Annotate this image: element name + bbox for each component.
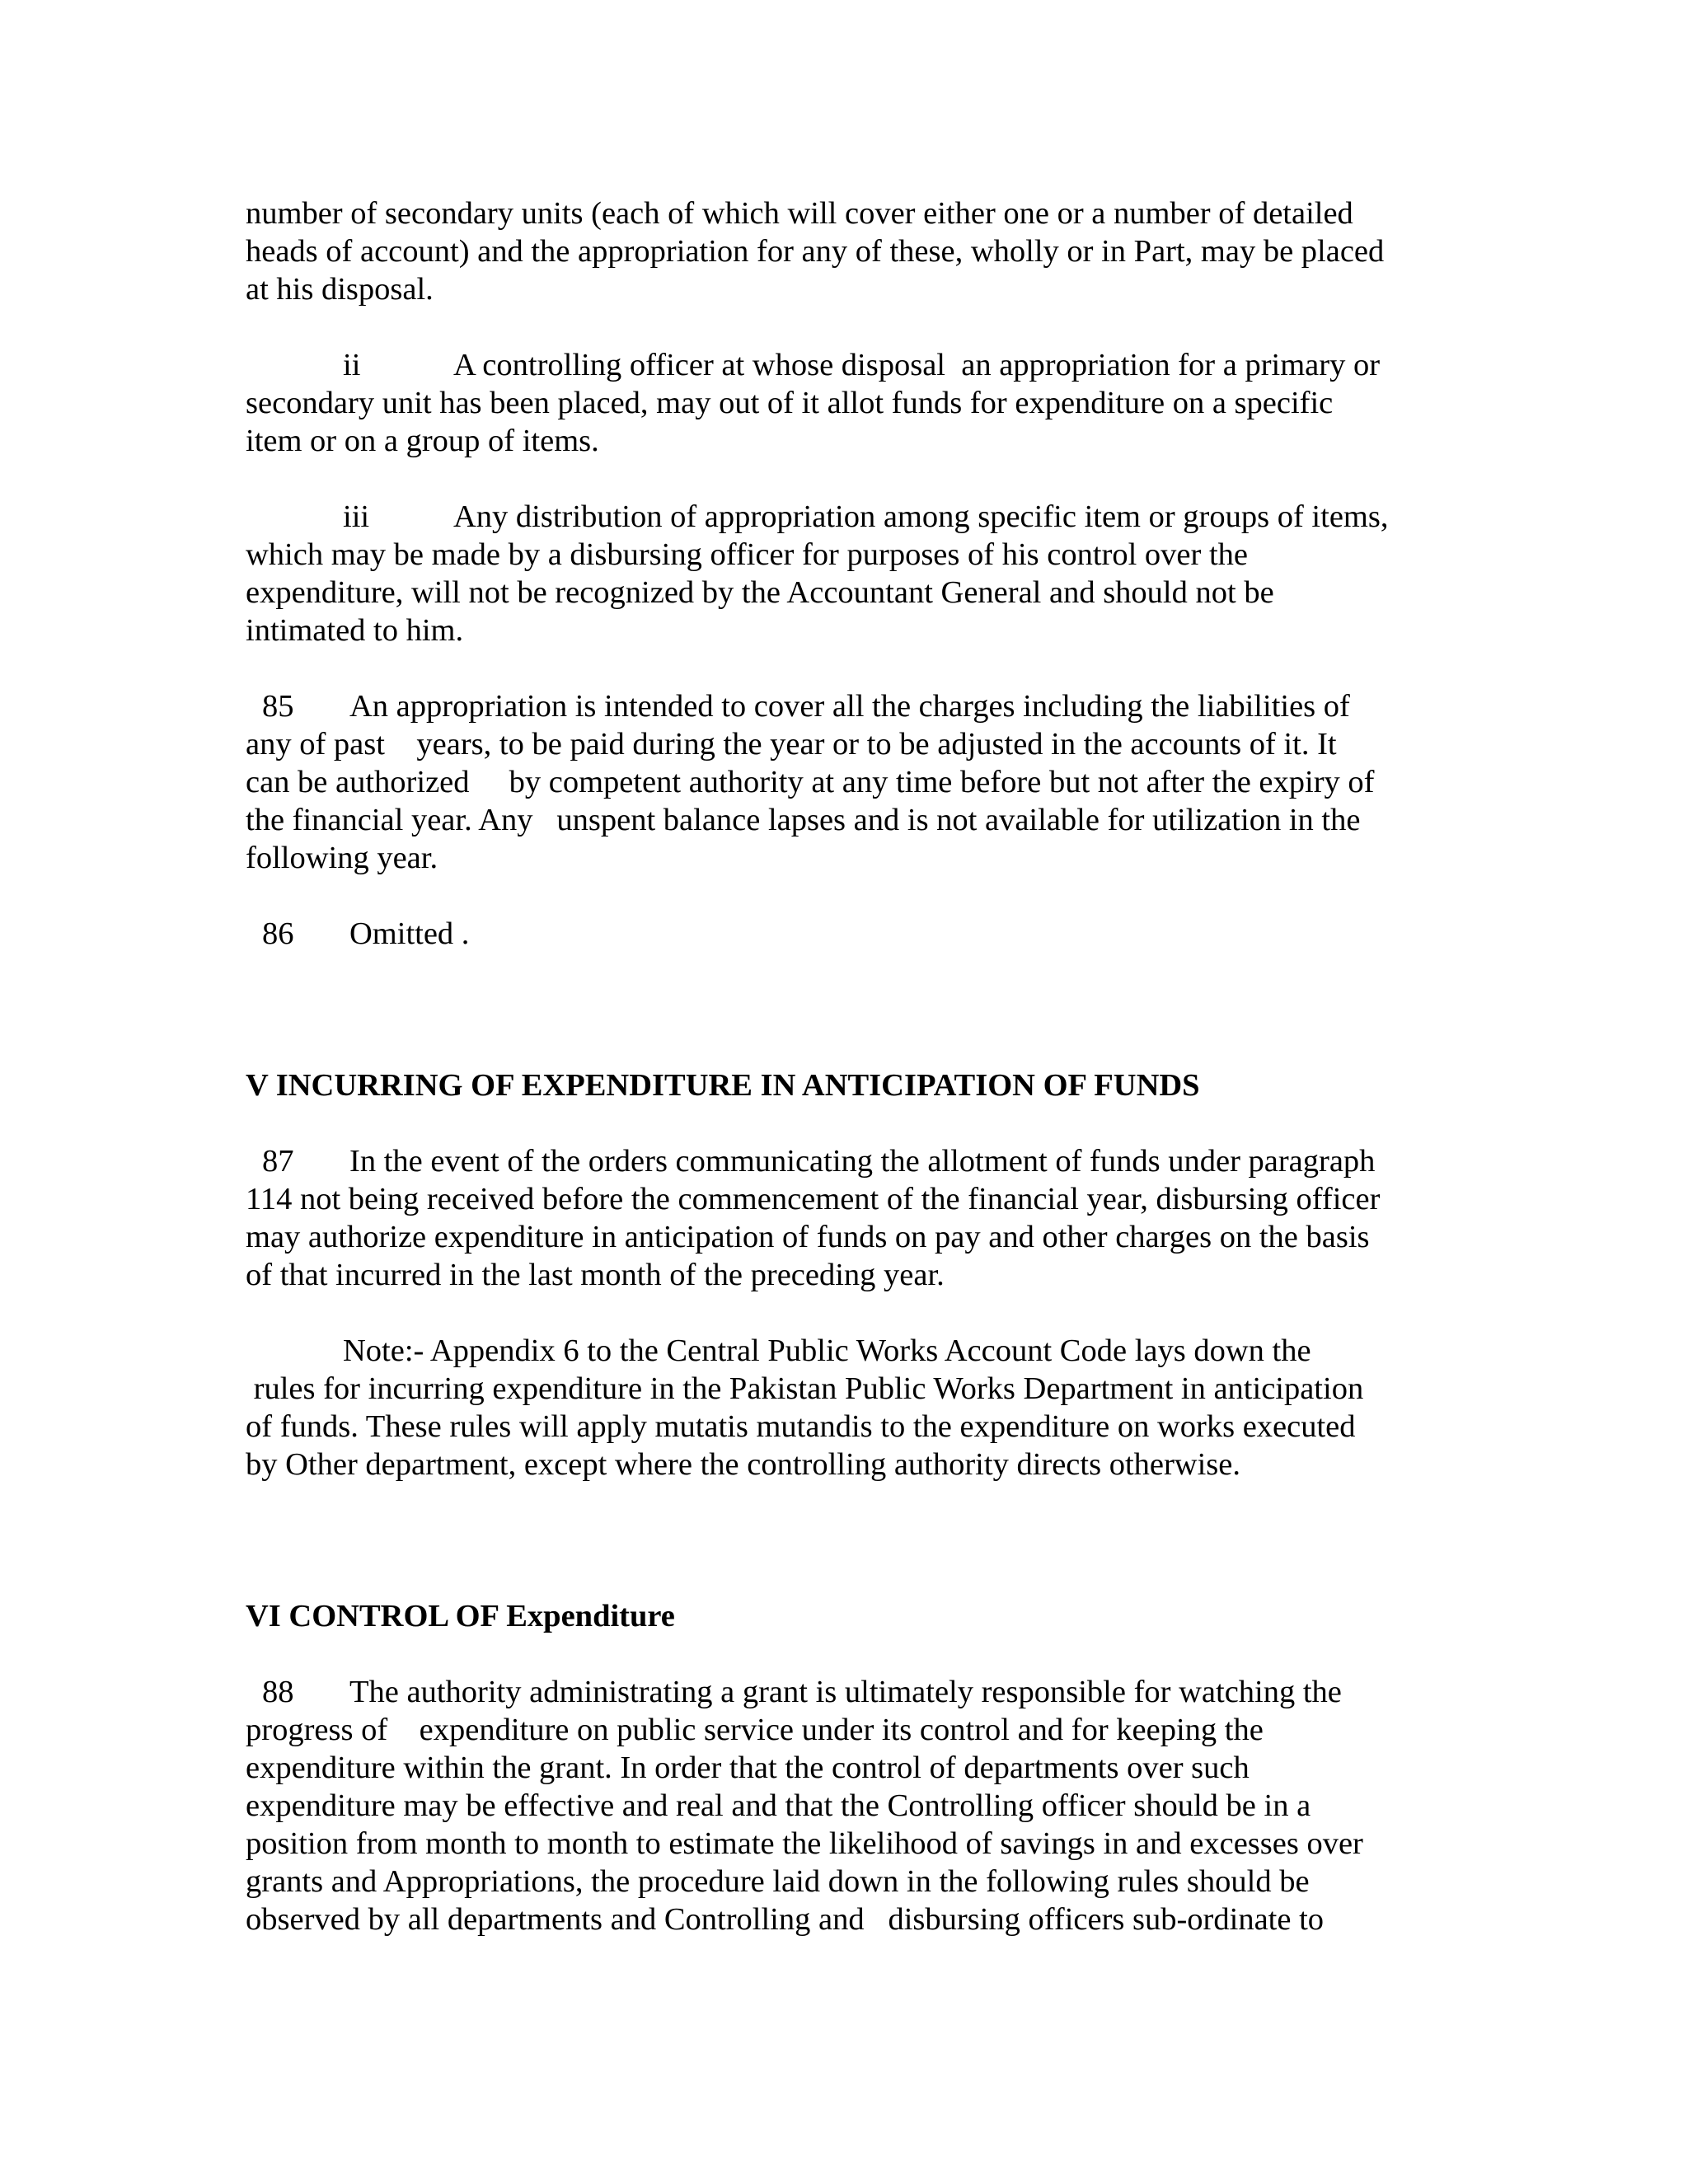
text-line: number of secondary units (each of which will cover either one or a number of detailed — [246, 196, 1353, 231]
paragraph-gap — [246, 1104, 1441, 1142]
section-heading-v: V INCURRING OF EXPENDITURE IN ANTICIPATION OF FUNDS — [246, 1068, 1200, 1103]
text-line: progress of expenditure on public service under its control and for keeping the — [246, 1713, 1264, 1747]
paragraph-87 — [246, 1142, 1441, 1294]
text-line: at his disposal. — [246, 272, 434, 307]
text-line: rules for incurring expenditure in the Pakistan Public Works Department in anticipation — [246, 1371, 1364, 1406]
paragraph-number: 86 — [262, 916, 294, 951]
text-line: the financial year. Any unspent balance lapses and is not available for utilization in the — [246, 803, 1361, 837]
paragraph-gap — [246, 460, 1441, 498]
text-line: of that incurred in the last month of the preceding year. — [246, 1258, 945, 1292]
text-line — [246, 1142, 1441, 1180]
paragraph-88 — [246, 1673, 1441, 1938]
continuation-paragraph — [246, 194, 1441, 308]
paragraph-gap — [246, 1635, 1441, 1673]
subparagraph-number: iii — [343, 499, 370, 534]
text-line: can be authorized by competent authority at any time before but not after the expiry of — [246, 765, 1375, 799]
text-line — [246, 1673, 1441, 1711]
section-heading-vi: VI CONTROL OF Expenditure — [246, 1599, 675, 1633]
paragraph-gap — [246, 308, 1441, 346]
text-line — [246, 498, 1441, 536]
text-line — [246, 915, 1441, 953]
paragraph-86 — [246, 915, 1441, 953]
text-line: expenditure, will not be recognized by the Accountant General and should not be — [246, 575, 1274, 610]
text-line: following year. — [246, 841, 438, 875]
text-line: secondary unit has been placed, may out of it allot funds for expenditure on a specific — [246, 386, 1334, 420]
subparagraph-iii — [246, 498, 1441, 649]
section-gap — [246, 953, 1441, 1066]
text-line: by Other department, except where the controlling authority directs otherwise. — [246, 1447, 1240, 1482]
text-segment: Any distribution of appropriation among specific item or groups of items, — [453, 499, 1389, 534]
text-line: of funds. These rules will apply mutatis mutandis to the expenditure on works executed — [246, 1409, 1356, 1444]
section-gap — [246, 1483, 1441, 1597]
text-line: heads of account) and the appropriation for any of these, wholly or in Part, may be placed — [246, 234, 1385, 269]
subparagraph-ii — [246, 346, 1441, 460]
text-segment: Omitted . — [349, 916, 470, 951]
paragraph-number: 87 — [262, 1144, 294, 1179]
subparagraph-number: ii — [343, 348, 361, 382]
text-segment: Note:- Appendix 6 to the Central Public Works Account Code lays down the — [343, 1333, 1311, 1368]
text-line: expenditure within the grant. In order that the control of departments over such — [246, 1750, 1250, 1785]
text-line: intimated to him. — [246, 613, 464, 648]
paragraph-gap — [246, 877, 1441, 915]
text-line: 114 not being received before the commencement of the financial year, disbursing officer — [246, 1182, 1381, 1216]
text-line: any of past years, to be paid during the year or to be adjusted in the accounts of it. It — [246, 727, 1337, 762]
note-paragraph — [246, 1332, 1441, 1483]
text-line — [246, 346, 1441, 384]
text-line — [246, 687, 1441, 725]
text-line: position from month to month to estimate the likelihood of savings in and excesses over — [246, 1826, 1363, 1861]
text-segment: An appropriation is intended to cover all the charges including the liabilities of — [349, 689, 1350, 724]
paragraph-number: 88 — [262, 1675, 294, 1709]
paragraph-85 — [246, 687, 1441, 877]
text-line: expenditure may be effective and real and that the Controlling officer should be in a — [246, 1788, 1311, 1823]
text-line: item or on a group of items. — [246, 424, 599, 458]
text-line — [246, 1332, 1441, 1370]
text-line: grants and Appropriations, the procedure laid down in the following rules should be — [246, 1864, 1310, 1899]
paragraph-number: 85 — [262, 689, 294, 724]
text-line: which may be made by a disbursing officer for purposes of his control over the — [246, 537, 1249, 572]
paragraph-gap — [246, 1294, 1441, 1332]
text-line: observed by all departments and Controlling and disbursing officers sub-ordinate to — [246, 1902, 1325, 1937]
paragraph-gap — [246, 649, 1441, 687]
text-segment: A controlling officer at whose disposal an appropriation for a primary or — [453, 348, 1381, 382]
text-segment: In the event of the orders communicating the allotment of funds under paragraph — [349, 1144, 1376, 1179]
text-line: may authorize expenditure in anticipation of funds on pay and other charges on the basis — [246, 1220, 1370, 1254]
document-page — [246, 194, 1441, 1938]
text-segment: The authority administrating a grant is ultimately responsible for watching the — [349, 1675, 1342, 1709]
